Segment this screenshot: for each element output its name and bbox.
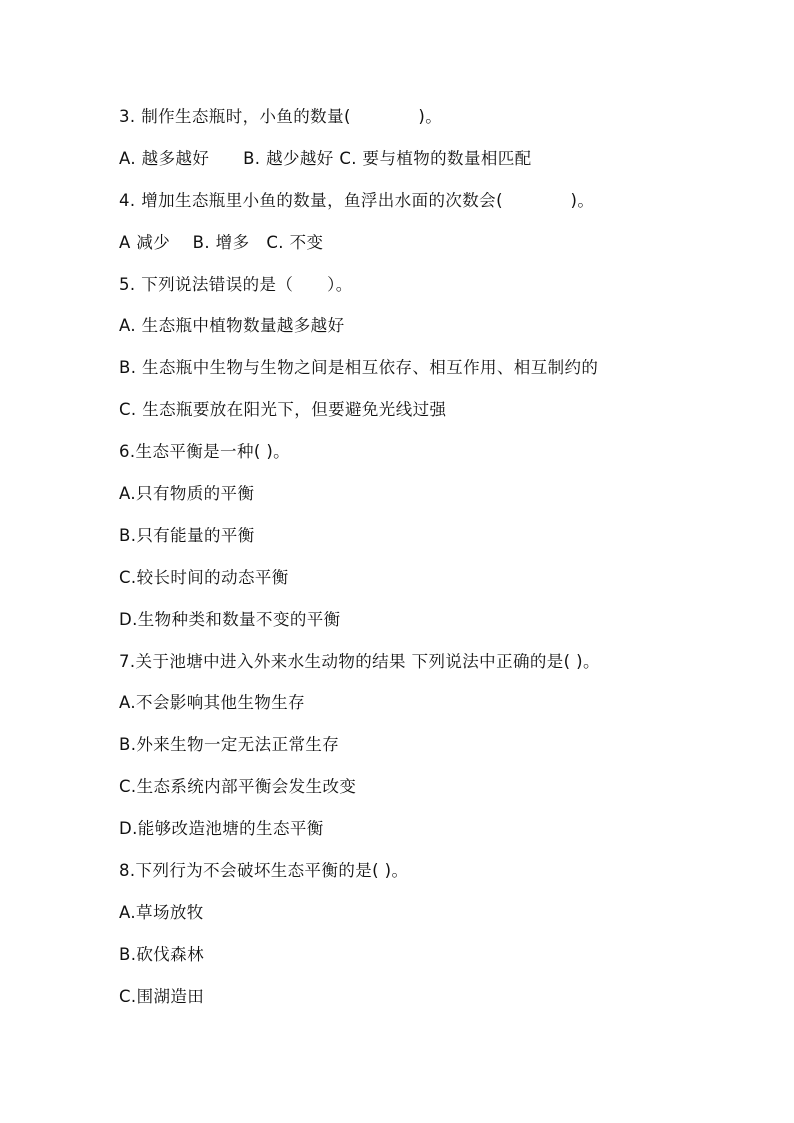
question-6-option-c: C.较长时间的动态平衡 (119, 567, 289, 587)
question-6-option-d: D.生物种类和数量不变的平衡 (119, 609, 341, 629)
question-7-option-c: C.生态系统内部平衡会发生改变 (119, 777, 357, 797)
question-5-option-b: B. 生态瓶中生物与生物之间是相互依存、相互作用、相互制约的 (119, 358, 599, 378)
question-5-stem: 5. 下列说法错误的是（ ）。 (119, 274, 353, 294)
question-8-option-b: B.砍伐森林 (119, 944, 204, 964)
question-3-stem: 3. 制作生态瓶时，小鱼的数量( )。 (119, 107, 443, 126)
question-8-stem: 8.下列行为不会破坏生态平衡的是( )。 (119, 861, 409, 881)
question-list (119, 104, 759, 1026)
question-5-option-a: A. 生态瓶中植物数量越多越好 (119, 316, 345, 336)
question-6-stem: 6.生态平衡是一种( )。 (119, 442, 291, 462)
question-4-options: A 减少 B. 增多 C. 不变 (119, 232, 324, 252)
question-6-option-a: A.只有物质的平衡 (119, 484, 255, 504)
question-4-stem: 4. 增加生态瓶里小鱼的数量，鱼浮出水面的次数会( )。 (119, 190, 595, 210)
question-8-option-a: A.草场放牧 (119, 902, 204, 922)
question-7-option-a: A.不会影响其他生物生存 (119, 693, 306, 713)
question-3-options: A. 越多越好 B. 越少越好 C. 要与植物的数量相匹配 (119, 148, 532, 168)
question-8-option-c: C.围湖造田 (119, 986, 205, 1006)
question-5-option-c: C. 生态瓶要放在阳光下，但要避免光线过强 (119, 400, 447, 420)
question-6-option-b: B.只有能量的平衡 (119, 525, 255, 545)
question-7-stem: 7.关于池塘中进入外来水生动物的结果 下列说法中正确的是( )。 (119, 651, 600, 671)
question-7-option-d: D.能够改造池塘的生态平衡 (119, 819, 324, 839)
question-7-option-b: B.外来生物一定无法正常生存 (119, 735, 340, 755)
